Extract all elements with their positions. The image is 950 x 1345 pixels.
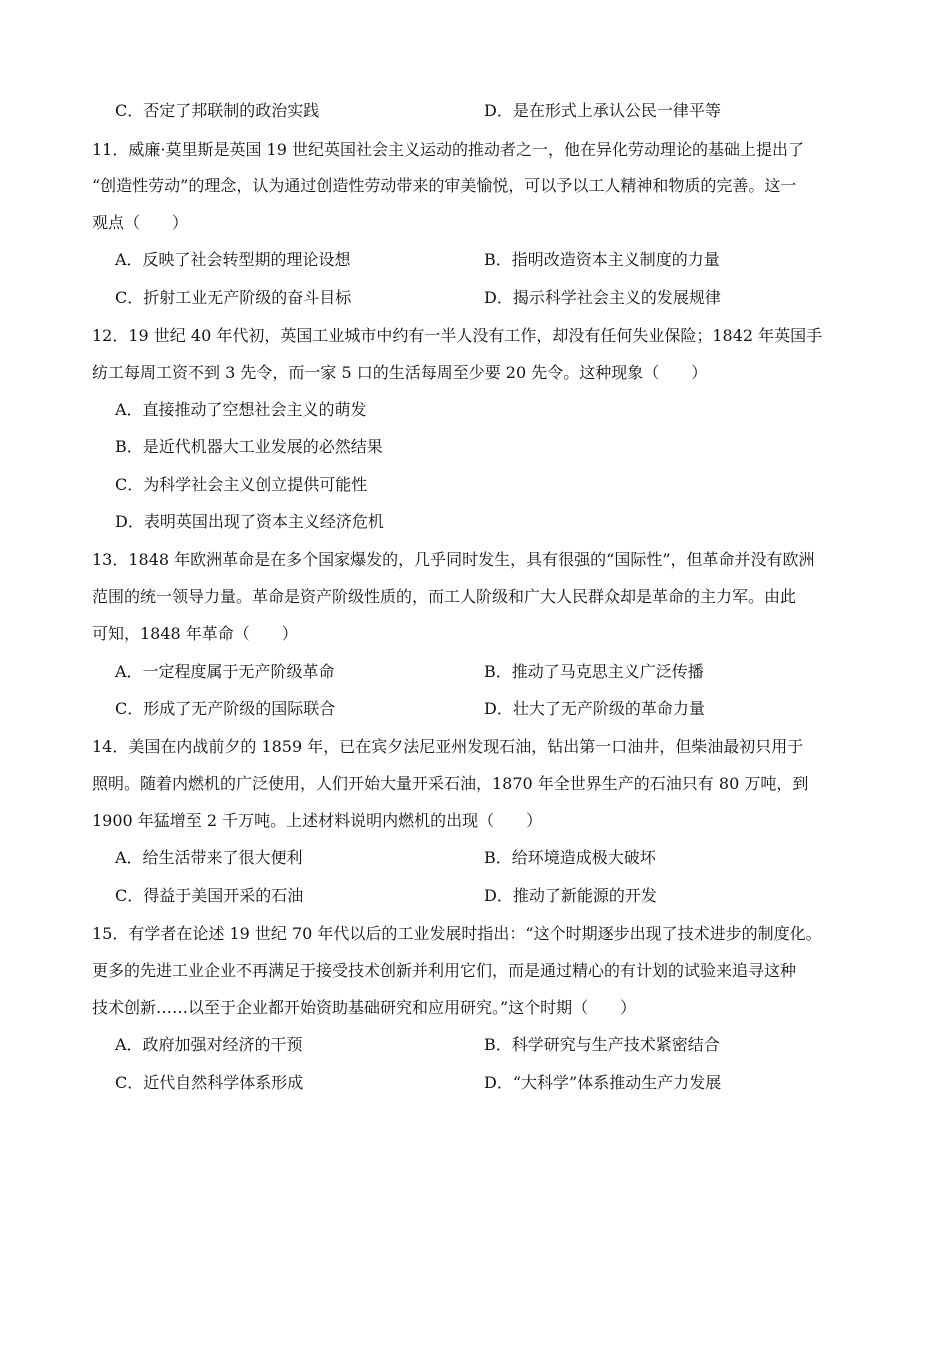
q12-stem-line-1: 12．19 世纪 40 年代初，英国工业城市中约有一半人没有工作，却没有任何失业保险；1842 年英国手	[92, 326, 823, 345]
q12-option-d: D．表明英国出现了资本主义经济危机	[115, 512, 384, 531]
q11-option-d: D．揭示科学社会主义的发展规律	[484, 288, 721, 307]
q11-option-c: C．折射工业无产阶级的奋斗目标	[115, 288, 352, 307]
q13-option-b: B．推动了马克思主义广泛传播	[484, 662, 704, 681]
q15-option-d: D．“大科学”体系推动生产力发展	[484, 1073, 722, 1092]
q14-option-d: D．推动了新能源的开发	[484, 886, 657, 905]
q15-option-c: C．近代自然科学体系形成	[115, 1073, 304, 1092]
q14-stem-line-3: 1900 年猛增至 2 千万吨。上述材料说明内燃机的出现（ ）	[92, 811, 543, 830]
q11-option-b: B．指明改造资本主义制度的力量	[484, 250, 720, 269]
q14-option-b: B．给环境造成极大破坏	[484, 848, 656, 867]
q11-option-a: A．反映了社会转型期的理论设想	[115, 250, 351, 269]
q15-option-b: B．科学研究与生产技术紧密结合	[484, 1035, 720, 1054]
q14-stem-line-1: 14．美国在内战前夕的 1859 年，已在宾夕法尼亚州发现石油，钻出第一口油井，但柴油最初只用于	[92, 737, 804, 756]
q14-option-c: C．得益于美国开采的石油	[115, 886, 304, 905]
q13-stem-line-3: 可知，1848 年革命（ ）	[92, 624, 298, 643]
q11-stem-line-1: 11．威廉·莫里斯是英国 19 世纪英国社会主义运动的推动者之一，他在异化劳动理论的基础上提出了	[92, 140, 804, 159]
q12-option-c: C．为科学社会主义创立提供可能性	[115, 475, 368, 494]
q13-option-c: C．形成了无产阶级的国际联合	[115, 699, 336, 718]
q13-stem-line-2: 范围的统一领导力量。革命是资产阶级性质的，而工人阶级和广大人民群众却是革命的主力军。由此	[92, 587, 797, 606]
q15-stem-line-1: 15．有学者在论述 19 世纪 70 年代以后的工业发展时指出：“这个时期逐步出现了技术进步的制度化。	[92, 924, 822, 943]
q14-option-a: A．给生活带来了很大便利	[115, 848, 303, 867]
q10-option-c: C．否定了邦联制的政治实践	[115, 101, 320, 120]
q13-stem-line-1: 13．1848 年欧洲革命是在多个国家爆发的，几乎同时发生，具有很强的“国际性”，但革命并没有欧洲	[92, 550, 815, 569]
q10-option-d: D．是在形式上承认公民一律平等	[484, 101, 721, 120]
q11-stem-line-2: “创造性劳动”的理念，认为通过创造性劳动带来的审美愉悦，可以予以工人精神和物质的完善。这一	[92, 176, 797, 195]
q15-stem-line-3: 技术创新……以至于企业都开始资助基础研究和应用研究。”这个时期（ ）	[92, 998, 637, 1017]
q13-option-a: A．一定程度属于无产阶级革命	[115, 662, 335, 681]
q12-stem-line-2: 纺工每周工资不到 3 先令，而一家 5 口的生活每周至少要 20 先令。这种现象（ ）	[92, 363, 708, 382]
q15-stem-line-2: 更多的先进工业企业不再满足于接受技术创新并利用它们，而是通过精心的有计划的试验来追寻这种	[92, 961, 797, 980]
q14-stem-line-2: 照明。随着内燃机的广泛使用，人们开始大量开采石油，1870 年全世界生产的石油只有 80 万吨，到	[92, 774, 809, 793]
q12-option-a: A．直接推动了空想社会主义的萌发	[115, 400, 367, 419]
q15-option-a: A．政府加强对经济的干预	[115, 1035, 303, 1054]
q11-stem-line-3: 观点（ ）	[92, 213, 189, 232]
q12-option-b: B．是近代机器大工业发展的必然结果	[115, 437, 383, 456]
q13-option-d: D．壮大了无产阶级的革命力量	[484, 699, 705, 718]
